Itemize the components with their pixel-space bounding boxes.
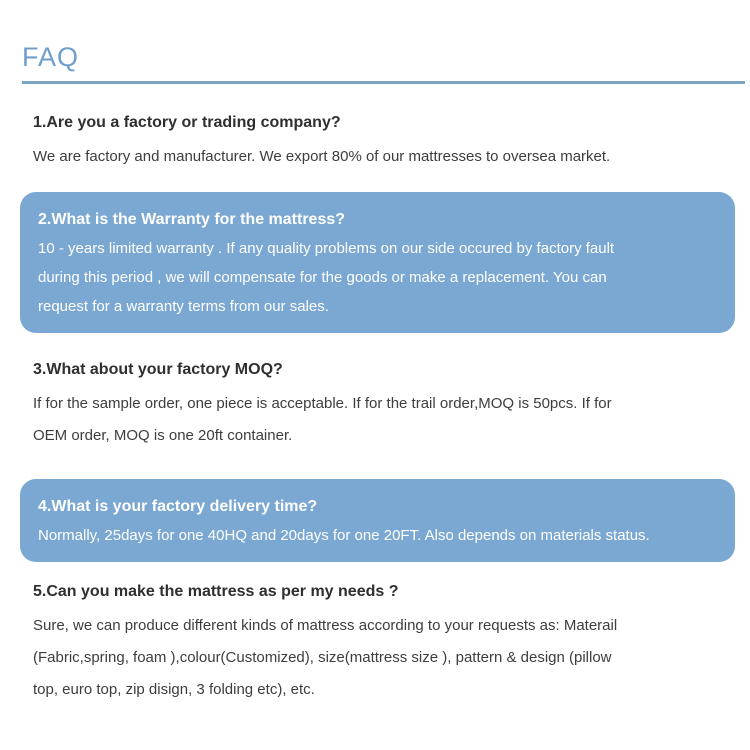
- page-title: FAQ: [22, 42, 80, 72]
- faq-answer-line: (Fabric,spring, foam ),colour(Customized), size(mattress size ), pattern & design (pillow: [33, 649, 612, 666]
- faq-answer-line: We are factory and manufacturer. We export 80% of our mattresses to oversea market.: [33, 148, 611, 165]
- faq-answer-line: top, euro top, zip disign, 3 folding etc), etc.: [33, 681, 315, 698]
- faq-answer-4: [38, 521, 717, 550]
- faq-answer-line: 10 - years limited warranty . If any quality problems on our side occured by factory fault: [38, 240, 615, 257]
- faq-answer-5: [33, 610, 735, 706]
- faq-answer-line: Sure, we can produce different kinds of mattress according to your requests as: Materail: [33, 617, 618, 634]
- faq-answer-line: OEM order, MOQ is one 20ft container.: [33, 427, 293, 444]
- faq-question-3: 3.What about your factory MOQ?: [33, 361, 283, 378]
- faq-answer-line: during this period , we will compensate for the goods or make a replacement. You can: [38, 269, 607, 286]
- faq-question-5: 5.Can you make the mattress as per my needs ?: [33, 583, 399, 600]
- faq-answer-1: [33, 141, 735, 173]
- faq-answer-line: request for a warranty terms from our sales.: [38, 298, 329, 315]
- faq-answer-3: [33, 388, 735, 452]
- faq-item-1: [33, 113, 735, 173]
- faq-item-4-highlighted: [20, 479, 735, 562]
- faq-item-2-highlighted: [20, 192, 735, 333]
- faq-question-4: 4.What is your factory delivery time?: [38, 498, 318, 515]
- faq-answer-line: If for the sample order, one piece is acceptable. If for the trail order,MOQ is 50pcs. If for: [33, 395, 612, 412]
- faq-question-2: 2.What is the Warranty for the mattress?: [38, 211, 346, 228]
- faq-item-5: [33, 582, 735, 706]
- faq-question-1: 1.Are you a factory or trading company?: [33, 114, 341, 131]
- faq-answer-2: [38, 234, 717, 321]
- title-divider: [22, 81, 745, 84]
- faq-item-3: [33, 360, 735, 452]
- faq-answer-line: Normally, 25days for one 40HQ and 20days for one 20FT. Also depends on materials status.: [38, 527, 650, 544]
